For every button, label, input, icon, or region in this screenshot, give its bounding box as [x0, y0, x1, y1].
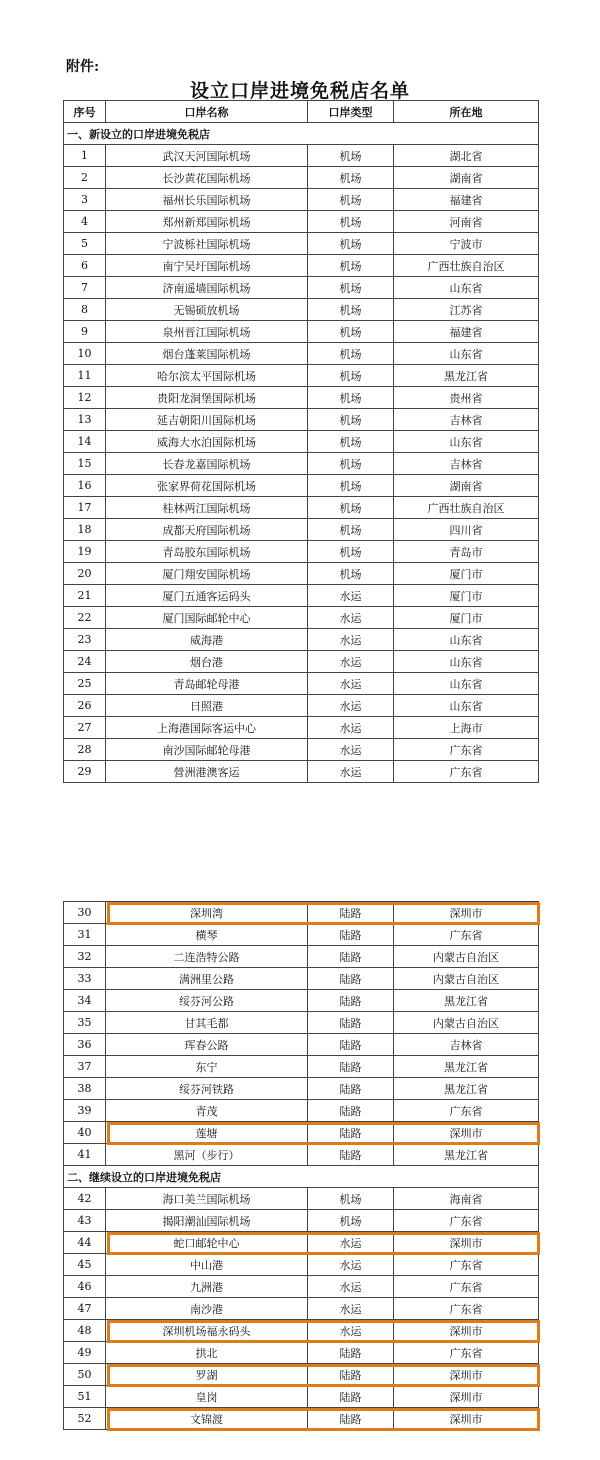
- table-row: [64, 902, 539, 924]
- cell-index: 38: [64, 1078, 106, 1100]
- cell-location: 青岛市: [394, 541, 539, 563]
- cell-port-name: 武汉天河国际机场: [106, 145, 308, 167]
- cell-index: 43: [64, 1210, 106, 1232]
- table-row: [64, 924, 539, 946]
- cell-location: 海南省: [394, 1188, 539, 1210]
- table-row: [64, 167, 539, 189]
- cell-index: 31: [64, 924, 106, 946]
- cell-index: 3: [64, 189, 106, 211]
- table-row: [64, 189, 539, 211]
- cell-location: 内蒙古自治区: [394, 968, 539, 990]
- cell-location: 黑龙江省: [394, 1078, 539, 1100]
- table-row: [64, 739, 539, 761]
- cell-port-name: 南沙国际邮轮母港: [106, 739, 308, 761]
- cell-port-type: 水运: [308, 585, 394, 607]
- cell-port-name: 青茂: [106, 1100, 308, 1122]
- cell-port-type: 水运: [308, 717, 394, 739]
- cell-port-name: 烟台港: [106, 651, 308, 673]
- cell-port-name: 深圳湾: [106, 902, 308, 924]
- cell-index: 20: [64, 563, 106, 585]
- table-row: [64, 1386, 539, 1408]
- cell-index: 1: [64, 145, 106, 167]
- cell-port-type: 机场: [308, 233, 394, 255]
- table-row: [64, 1276, 539, 1298]
- cell-port-name: 蛇口邮轮中心: [106, 1232, 308, 1254]
- section-title: 一、新设立的口岸进境免税店: [64, 123, 539, 145]
- cell-port-type: 陆路: [308, 990, 394, 1012]
- cell-port-name: 满洲里公路: [106, 968, 308, 990]
- cell-port-name: 上海港国际客运中心: [106, 717, 308, 739]
- cell-port-name: 威海大水泊国际机场: [106, 431, 308, 453]
- table-row: [64, 1078, 539, 1100]
- cell-port-name: 深圳机场福永码头: [106, 1320, 308, 1342]
- table-row: [64, 365, 539, 387]
- cell-port-name: 厦门五通客运码头: [106, 585, 308, 607]
- port-table-page1: [63, 100, 539, 783]
- cell-port-type: 机场: [308, 211, 394, 233]
- cell-location: 广东省: [394, 1298, 539, 1320]
- cell-location: 山东省: [394, 651, 539, 673]
- cell-location: 内蒙古自治区: [394, 946, 539, 968]
- cell-port-name: 青岛胶东国际机场: [106, 541, 308, 563]
- cell-index: 13: [64, 409, 106, 431]
- cell-index: 37: [64, 1056, 106, 1078]
- cell-port-name: 延吉朝阳川国际机场: [106, 409, 308, 431]
- cell-port-name: 營洲港澳客运: [106, 761, 308, 783]
- cell-index: 29: [64, 761, 106, 783]
- cell-port-type: 水运: [308, 761, 394, 783]
- cell-location: 黑龙江省: [394, 990, 539, 1012]
- cell-index: 32: [64, 946, 106, 968]
- section-title: 二、继续设立的口岸进境免税店: [64, 1166, 539, 1188]
- cell-port-type: 陆路: [308, 1144, 394, 1166]
- table-row: [64, 1122, 539, 1144]
- table-row: [64, 1100, 539, 1122]
- cell-port-name: 南宁吴圩国际机场: [106, 255, 308, 277]
- table-row: [64, 387, 539, 409]
- cell-index: 28: [64, 739, 106, 761]
- table-row: [64, 475, 539, 497]
- cell-port-name: 长春龙嘉国际机场: [106, 453, 308, 475]
- cell-index: 9: [64, 321, 106, 343]
- cell-location: 河南省: [394, 211, 539, 233]
- cell-location: 广西壮族自治区: [394, 497, 539, 519]
- cell-index: 6: [64, 255, 106, 277]
- cell-index: 10: [64, 343, 106, 365]
- cell-index: 24: [64, 651, 106, 673]
- cell-location: 深圳市: [394, 1386, 539, 1408]
- cell-port-type: 陆路: [308, 1364, 394, 1386]
- cell-index: 11: [64, 365, 106, 387]
- cell-port-name: 中山港: [106, 1254, 308, 1276]
- cell-port-type: 机场: [308, 365, 394, 387]
- table-row: [64, 211, 539, 233]
- cell-location: 上海市: [394, 717, 539, 739]
- cell-port-type: 机场: [308, 1188, 394, 1210]
- cell-index: 49: [64, 1342, 106, 1364]
- cell-port-type: 机场: [308, 453, 394, 475]
- table-row: [64, 1144, 539, 1166]
- table-row: [64, 585, 539, 607]
- table-row: [64, 990, 539, 1012]
- cell-location: 吉林省: [394, 409, 539, 431]
- cell-location: 湖南省: [394, 475, 539, 497]
- table-row: [64, 946, 539, 968]
- cell-index: 25: [64, 673, 106, 695]
- cell-port-type: 机场: [308, 277, 394, 299]
- cell-port-type: 机场: [308, 387, 394, 409]
- cell-location: 山东省: [394, 277, 539, 299]
- cell-port-type: 机场: [308, 475, 394, 497]
- cell-port-name: 莲塘: [106, 1122, 308, 1144]
- table-row: [64, 1298, 539, 1320]
- cell-index: 15: [64, 453, 106, 475]
- cell-port-name: 东宁: [106, 1056, 308, 1078]
- cell-port-type: 陆路: [308, 1122, 394, 1144]
- cell-location: 宁波市: [394, 233, 539, 255]
- cell-port-name: 济南遥墙国际机场: [106, 277, 308, 299]
- cell-location: 广东省: [394, 1100, 539, 1122]
- table-row: [64, 629, 539, 651]
- cell-port-name: 哈尔滨太平国际机场: [106, 365, 308, 387]
- table-row: [64, 541, 539, 563]
- cell-port-type: 水运: [308, 1232, 394, 1254]
- cell-index: 18: [64, 519, 106, 541]
- cell-port-type: 机场: [308, 519, 394, 541]
- table-row: [64, 1254, 539, 1276]
- cell-port-name: 海口美兰国际机场: [106, 1188, 308, 1210]
- table-row: [64, 145, 539, 167]
- table-row: [64, 299, 539, 321]
- cell-port-name: 福州长乐国际机场: [106, 189, 308, 211]
- cell-port-type: 陆路: [308, 1386, 394, 1408]
- cell-location: 湖北省: [394, 145, 539, 167]
- cell-port-name: 二连浩特公路: [106, 946, 308, 968]
- cell-port-name: 长沙黄花国际机场: [106, 167, 308, 189]
- table-row: [64, 761, 539, 783]
- cell-location: 江苏省: [394, 299, 539, 321]
- cell-port-name: 烟台蓬莱国际机场: [106, 343, 308, 365]
- cell-index: 44: [64, 1232, 106, 1254]
- table-row: [64, 563, 539, 585]
- cell-port-name: 绥芬河铁路: [106, 1078, 308, 1100]
- cell-index: 5: [64, 233, 106, 255]
- table-row: [64, 1364, 539, 1386]
- cell-index: 40: [64, 1122, 106, 1144]
- cell-port-type: 陆路: [308, 1342, 394, 1364]
- document-title: 设立口岸进境免税店名单: [189, 80, 410, 102]
- cell-port-name: 南沙港: [106, 1298, 308, 1320]
- cell-port-type: 水运: [308, 739, 394, 761]
- cell-port-type: 陆路: [308, 1408, 394, 1430]
- cell-port-name: 威海港: [106, 629, 308, 651]
- header-port-name: 口岸名称: [106, 101, 308, 123]
- table-row: [64, 519, 539, 541]
- cell-index: 14: [64, 431, 106, 453]
- cell-location: 四川省: [394, 519, 539, 541]
- cell-index: 8: [64, 299, 106, 321]
- cell-location: 广西壮族自治区: [394, 255, 539, 277]
- table-row: [64, 255, 539, 277]
- cell-index: 27: [64, 717, 106, 739]
- cell-index: 26: [64, 695, 106, 717]
- cell-location: 山东省: [394, 343, 539, 365]
- cell-port-type: 机场: [308, 167, 394, 189]
- section-row-continued: [64, 1166, 539, 1188]
- table-row: [64, 1034, 539, 1056]
- cell-port-type: 陆路: [308, 1034, 394, 1056]
- cell-index: 41: [64, 1144, 106, 1166]
- cell-port-name: 成都天府国际机场: [106, 519, 308, 541]
- cell-index: 7: [64, 277, 106, 299]
- cell-port-type: 水运: [308, 651, 394, 673]
- table-row: [64, 968, 539, 990]
- cell-port-type: 陆路: [308, 1100, 394, 1122]
- cell-location: 吉林省: [394, 453, 539, 475]
- table-header-row: [64, 101, 539, 123]
- cell-port-type: 陆路: [308, 1056, 394, 1078]
- table-row: [64, 343, 539, 365]
- cell-port-type: 水运: [308, 629, 394, 651]
- cell-port-type: 机场: [308, 145, 394, 167]
- cell-port-name: 揭阳潮汕国际机场: [106, 1210, 308, 1232]
- cell-location: 厦门市: [394, 607, 539, 629]
- cell-location: 深圳市: [394, 1122, 539, 1144]
- cell-index: 34: [64, 990, 106, 1012]
- cell-location: 广东省: [394, 924, 539, 946]
- cell-location: 广东省: [394, 1254, 539, 1276]
- cell-location: 深圳市: [394, 1320, 539, 1342]
- cell-port-type: 机场: [308, 563, 394, 585]
- table-row: [64, 1408, 539, 1430]
- cell-index: 22: [64, 607, 106, 629]
- cell-location: 黑龙江省: [394, 1144, 539, 1166]
- table-row: [64, 1012, 539, 1034]
- cell-port-type: 陆路: [308, 968, 394, 990]
- cell-index: 19: [64, 541, 106, 563]
- cell-port-type: 陆路: [308, 1078, 394, 1100]
- cell-location: 内蒙古自治区: [394, 1012, 539, 1034]
- table-row: [64, 651, 539, 673]
- cell-location: 山东省: [394, 695, 539, 717]
- cell-port-type: 水运: [308, 695, 394, 717]
- cell-port-name: 泉州晋江国际机场: [106, 321, 308, 343]
- cell-port-name: 厦门国际邮轮中心: [106, 607, 308, 629]
- cell-location: 厦门市: [394, 563, 539, 585]
- table-row: [64, 233, 539, 255]
- cell-location: 福建省: [394, 321, 539, 343]
- cell-port-type: 水运: [308, 607, 394, 629]
- cell-port-type: 陆路: [308, 1012, 394, 1034]
- table-row: [64, 1232, 539, 1254]
- cell-port-type: 机场: [308, 497, 394, 519]
- cell-port-type: 机场: [308, 321, 394, 343]
- cell-port-type: 陆路: [308, 946, 394, 968]
- cell-index: 33: [64, 968, 106, 990]
- cell-port-type: 机场: [308, 541, 394, 563]
- cell-index: 48: [64, 1320, 106, 1342]
- cell-port-name: 拱北: [106, 1342, 308, 1364]
- cell-location: 广东省: [394, 1342, 539, 1364]
- cell-index: 39: [64, 1100, 106, 1122]
- cell-port-type: 机场: [308, 299, 394, 321]
- cell-port-name: 郑州新郑国际机场: [106, 211, 308, 233]
- table-row: [64, 431, 539, 453]
- cell-port-type: 水运: [308, 1320, 394, 1342]
- cell-port-type: 水运: [308, 1298, 394, 1320]
- table-row: [64, 695, 539, 717]
- cell-index: 17: [64, 497, 106, 519]
- cell-index: 35: [64, 1012, 106, 1034]
- table-row: [64, 673, 539, 695]
- cell-port-name: 文锦渡: [106, 1408, 308, 1430]
- cell-port-type: 机场: [308, 343, 394, 365]
- cell-port-name: 无锡硕放机场: [106, 299, 308, 321]
- cell-port-name: 张家界荷花国际机场: [106, 475, 308, 497]
- cell-index: 21: [64, 585, 106, 607]
- cell-port-type: 机场: [308, 409, 394, 431]
- cell-port-type: 水运: [308, 1276, 394, 1298]
- attachment-label: 附件:: [66, 59, 100, 75]
- header-port-type: 口岸类型: [308, 101, 394, 123]
- port-table-page2: [63, 901, 539, 1430]
- cell-port-name: 日照港: [106, 695, 308, 717]
- cell-port-type: 水运: [308, 673, 394, 695]
- cell-location: 福建省: [394, 189, 539, 211]
- cell-port-name: 九洲港: [106, 1276, 308, 1298]
- table-row: [64, 409, 539, 431]
- header-location: 所在地: [394, 101, 539, 123]
- cell-location: 山东省: [394, 673, 539, 695]
- table-row: [64, 607, 539, 629]
- cell-port-name: 皇岗: [106, 1386, 308, 1408]
- cell-port-type: 机场: [308, 189, 394, 211]
- cell-location: 山东省: [394, 431, 539, 453]
- cell-port-name: 青岛邮轮母港: [106, 673, 308, 695]
- cell-index: 45: [64, 1254, 106, 1276]
- cell-location: 广东省: [394, 761, 539, 783]
- header-index: 序号: [64, 101, 106, 123]
- cell-port-type: 陆路: [308, 924, 394, 946]
- table-row: [64, 321, 539, 343]
- cell-location: 广东省: [394, 739, 539, 761]
- cell-index: 23: [64, 629, 106, 651]
- cell-port-name: 宁波栎社国际机场: [106, 233, 308, 255]
- table-row: [64, 1342, 539, 1364]
- cell-location: 湖南省: [394, 167, 539, 189]
- table-row: [64, 1056, 539, 1078]
- section-row-new: [64, 123, 539, 145]
- cell-index: 52: [64, 1408, 106, 1430]
- cell-index: 47: [64, 1298, 106, 1320]
- cell-location: 深圳市: [394, 1408, 539, 1430]
- table-row: [64, 497, 539, 519]
- cell-index: 30: [64, 902, 106, 924]
- cell-index: 51: [64, 1386, 106, 1408]
- cell-index: 50: [64, 1364, 106, 1386]
- cell-location: 深圳市: [394, 1232, 539, 1254]
- table-row: [64, 453, 539, 475]
- cell-location: 广东省: [394, 1210, 539, 1232]
- cell-index: 4: [64, 211, 106, 233]
- cell-index: 12: [64, 387, 106, 409]
- cell-port-name: 甘其毛都: [106, 1012, 308, 1034]
- cell-port-name: 横琴: [106, 924, 308, 946]
- cell-port-name: 厦门翔安国际机场: [106, 563, 308, 585]
- cell-location: 黑龙江省: [394, 1056, 539, 1078]
- cell-port-type: 机场: [308, 1210, 394, 1232]
- table-row: [64, 277, 539, 299]
- cell-port-name: 桂林两江国际机场: [106, 497, 308, 519]
- table-row: [64, 717, 539, 739]
- cell-port-name: 绥芬河公路: [106, 990, 308, 1012]
- table-row: [64, 1210, 539, 1232]
- cell-location: 厦门市: [394, 585, 539, 607]
- cell-index: 16: [64, 475, 106, 497]
- cell-location: 吉林省: [394, 1034, 539, 1056]
- cell-port-name: 贵阳龙洞堡国际机场: [106, 387, 308, 409]
- cell-location: 山东省: [394, 629, 539, 651]
- cell-index: 42: [64, 1188, 106, 1210]
- cell-location: 深圳市: [394, 1364, 539, 1386]
- table-row: [64, 1320, 539, 1342]
- cell-location: 广东省: [394, 1276, 539, 1298]
- cell-index: 46: [64, 1276, 106, 1298]
- cell-port-type: 机场: [308, 431, 394, 453]
- cell-location: 黑龙江省: [394, 365, 539, 387]
- cell-location: 贵州省: [394, 387, 539, 409]
- cell-port-type: 陆路: [308, 902, 394, 924]
- cell-port-name: 珲春公路: [106, 1034, 308, 1056]
- cell-index: 36: [64, 1034, 106, 1056]
- cell-index: 2: [64, 167, 106, 189]
- cell-port-name: 罗湖: [106, 1364, 308, 1386]
- cell-port-type: 水运: [308, 1254, 394, 1276]
- cell-port-type: 机场: [308, 255, 394, 277]
- cell-location: 深圳市: [394, 902, 539, 924]
- cell-port-name: 黑河（步行）: [106, 1144, 308, 1166]
- table-row: [64, 1188, 539, 1210]
